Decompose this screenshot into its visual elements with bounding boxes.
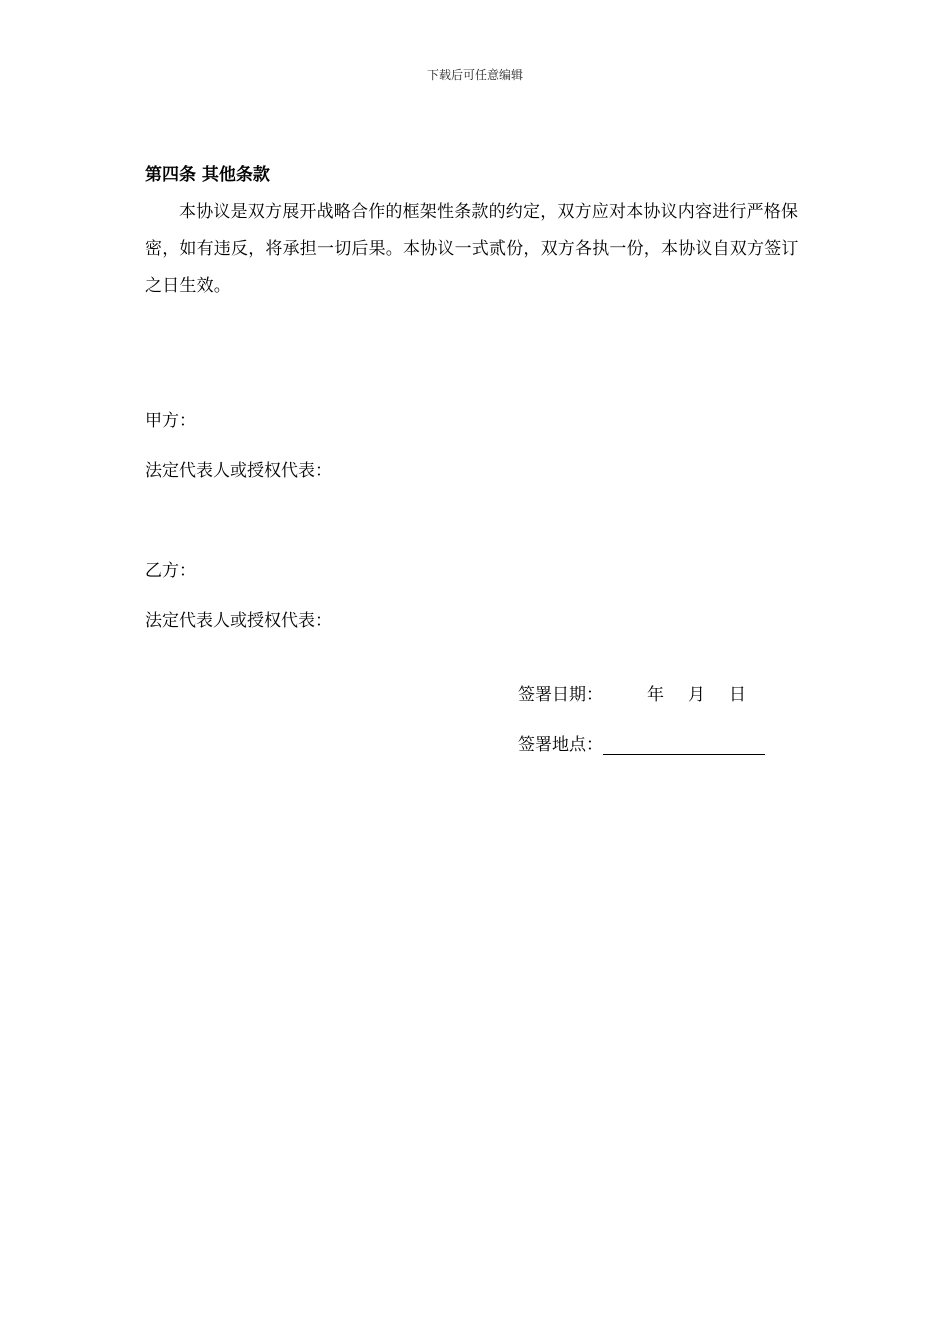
page-header: 下载后可任意编辑 (426, 68, 523, 82)
signing-date-label: 签署日期： (518, 685, 603, 705)
day-label: 日 (729, 685, 746, 705)
signing-place-label: 签署地点： (518, 735, 603, 755)
signing-date (518, 680, 746, 705)
party-b-label: 乙方： (145, 561, 196, 581)
article-title: 第四条 其他条款 (145, 165, 270, 185)
party-a-label: 甲方： (145, 411, 196, 431)
party-b-representative-label: 法定代表人或授权代表： (145, 611, 332, 631)
article-body: 本协议是双方展开战略合作的框架性条款的约定，双方应对本协议内容进行严格保密，如有违反，将承担一切后果。本协议一式贰份，双方各执一份，本协议自双方签订之日生效。 (145, 202, 799, 296)
signing-place-blank-line (603, 736, 765, 755)
month-label: 月 (688, 685, 705, 705)
party-a-representative-label: 法定代表人或授权代表： (145, 461, 332, 481)
signing-place (518, 730, 765, 755)
year-label: 年 (647, 685, 664, 705)
